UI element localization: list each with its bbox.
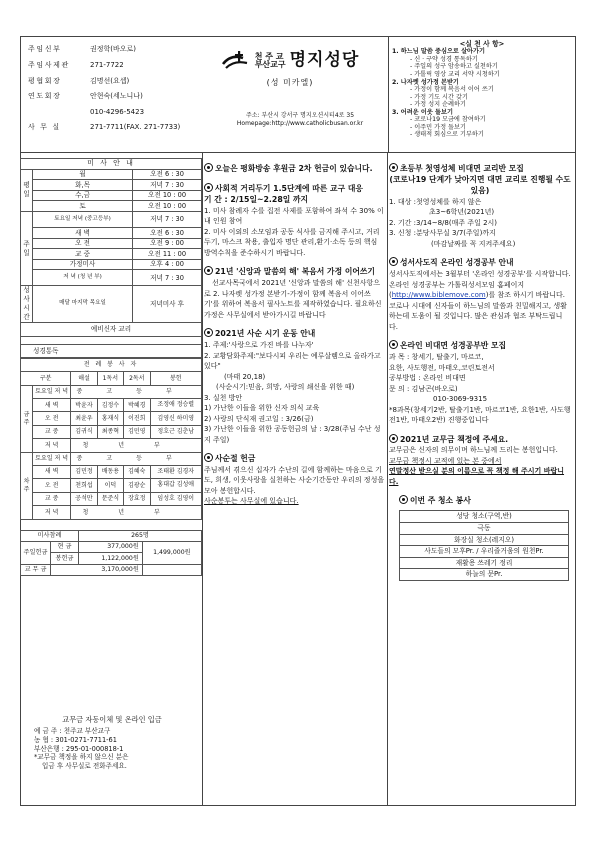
notice-church-dues: 2021년 교무금 책정에 주세요. 교무금은 신자의 의무이며 하느님께 드리는 봉헌입니다. 교무금 책정시 교적에 있는 본 중에서 연말정산 받으실 분의 이름으로 꼭 책정 해 주시기 바랍니다. bbox=[389, 434, 565, 486]
biblemove-link[interactable]: http://www.biblemove.com bbox=[391, 291, 486, 300]
right-column bbox=[389, 163, 571, 581]
target-bullet-icon bbox=[204, 266, 213, 275]
parish-patron: (성 미카엘) bbox=[266, 78, 314, 87]
confession-label: 성 사시간 bbox=[21, 286, 33, 323]
pledge-box bbox=[392, 40, 572, 139]
target-bullet-icon bbox=[389, 340, 398, 349]
finance-table: 미사참례 265명 주일헌금 현 금 377,000원 1,499,000원 봉헌금 1,122,000원 교 무 금 3,170,000원 bbox=[20, 530, 202, 577]
notice-bible-class: 온라인 비대면 성경공부반 모집 과 목 : 창세기, 탈출기, 마르코, 요한, 사도행전, 마태오,코린토전서 공부방법 : 온라인 비대면 문 의 : 김남곤(바오로) 010-3069-9315 *8과목(창세기2반, 탈출기1반, 마르코1반, 요한1반, 사도행전1반, 마태오2반) 진행중입니다 bbox=[389, 341, 571, 425]
notice-gospel-copy: 21년 '신앙과 말씀의 해' 복음서 가정 이어쓰기 선교사목국에서 2021년 '신앙과 말씀의 해' 신천사항으로 2. 나자렛 성가정 본받기-가정이 함께 복음서 이어쓰기'를 위하여 복음서 필사노트를 제작하였습니다. 필요하신 가정은 사무실에서 받아가시길 바랍니다 bbox=[204, 267, 382, 319]
rota-merged-row: 청년부 bbox=[71, 439, 202, 452]
parish-name: 명지성당 bbox=[289, 50, 360, 71]
pledge-item: - 생태적 회심으로 기부하기 bbox=[410, 131, 484, 139]
parish-address: 주소: 부산시 강서구 명지오션시티4로 35 Homepage:http://www.catholicbusan.or.kr bbox=[200, 112, 400, 128]
info-row: 010-4296-5423 bbox=[90, 107, 145, 116]
pledge-item: - 주일의 성구 암송하고 실천하기 bbox=[410, 63, 498, 71]
bank-title: 교무금 자동이체 및 온라인 입금 bbox=[62, 715, 162, 724]
pledge-head: 3. 어려운 이웃 돌보기 bbox=[392, 108, 453, 116]
target-bullet-icon bbox=[204, 183, 213, 192]
notice-lent-offering: 사순절 헌금 주님께서 겪으신 십자가 수난의 길에 함께하는 마음으로 기도, 희생, 이웃사랑을 실천하는 사순기간동안 우리의 정성을 모아 봉헌합시다. 사순봉투는 사무실에 있습니다. bbox=[204, 454, 385, 506]
table-row: 오 전 최윤우 홍재식 이진희 김영신 하미영 bbox=[21, 412, 202, 425]
catechism-label: 예비신자 교리 bbox=[21, 322, 202, 336]
target-bullet-icon bbox=[389, 434, 398, 443]
rota-merged-row: 청년부 bbox=[71, 506, 202, 519]
table-row: 오 전 천희섭 이덕 김광순 홍대갑 김성애 bbox=[21, 479, 202, 492]
bank-transfer-box: 교무금 자동이체 및 온라인 입금 예 금 주 : 천주교 부산교구 농 협 : 301-0271-7711-61 부산은행 : 295-01-000818-1 *교무금 책정을 하지 않으신 분은 입금 후 사무실로 전화주세요. bbox=[28, 715, 196, 771]
pledge-item: - 가정이 함께 복음서 이어 쓰기 bbox=[410, 86, 494, 94]
target-bullet-icon bbox=[204, 163, 213, 172]
table-row: 교 중 공석만 문준식 장효정 임성호 김영이 bbox=[21, 492, 202, 505]
pledge-item: - 가정 성지 순례하기 bbox=[410, 101, 466, 109]
target-bullet-icon bbox=[204, 453, 213, 462]
parish-info bbox=[28, 42, 198, 136]
cleaning-table: 성당 청소(구역,반) 극동 화장실 청소(레지오) 사도들의 모후Pr. / 우리즐거움의 원천Pr. 재활용 쓰레기 정리 하늘의 문Pr. bbox=[399, 510, 569, 581]
pledge-divider bbox=[388, 36, 389, 152]
target-bullet-icon bbox=[204, 328, 213, 337]
target-bullet-icon bbox=[389, 163, 398, 172]
info-row: 주임신부 권정학(바오로) bbox=[28, 45, 137, 54]
info-row: 평협회장 김명선(요셉) bbox=[28, 76, 130, 85]
notice-distancing: 사회적 거리두기 1.5단계에 따른 교구 대응 기 간 : 2/15일~2.28일 까지 1. 미사 참례자 수를 집전 사제를 포함하여 좌석 수 30% 이내 인원 참여 2. 미사 이외의 소모임과 공동 식사를 금지해 주시고, 거리두기, 마스크 착용, 출입자 명단 관리,환기·소독 등의 핵심 방역수칙을 준수하시기 바랍니다. bbox=[204, 183, 384, 257]
column-divider-right bbox=[387, 152, 388, 806]
mass-schedule-table: 미 사 안 내 평 일 월 오전 6 : 30 화,목 저녁 7 : 30 수,금 오전 10 : 00 토 오전 10 : 00 주 일 토요일 저녁 (중고등부) 저녁 7 : 30 새 벽 오전 6 : 30 오 전 오전 9 : 00 교 중 오전 11 : 00 가정미사 오후 4 : 00 저 녁 (청 년 부) 저녁 7 : 30 성 사시간 매달 마지막 목요일 저녁미사 후 예비신자 교리 성경통독 bbox=[20, 158, 202, 358]
middle-column bbox=[204, 163, 386, 507]
left-column bbox=[20, 158, 202, 576]
this-week-label: 금 주 bbox=[21, 385, 33, 452]
pledge-head: 2. 나자렛 성가정 본받기 bbox=[392, 78, 459, 86]
notice-lent-campaign: 2021년 사순 시기 운동 안내 1. 주제:'사랑으로 가진 바를 나누자' 2. 교황담화주제:"보다시피 우리는 예루살렘으로 올라가고 있다" (마태 20,18) (사순시기:믿음, 희망, 사랑의 쇄신을 위한 때) 3. 실천 방안 1) 가난한 이들을 위한 신자 의식 교육 2) 사랑의 단식재 권고일 : 3/26(금) 3) 가난한 이들을 위한 공동헌금의 날 : 3/28(주님 수난 성지 주일) bbox=[204, 329, 381, 444]
notice-online-bible: 성서사도직 온라인 성경공부 안내 성서사도직에서는 3월부터 '온라인 성경공부'를 시작합니다. 온라인 성경공부는 가톨릭성서모임 홈페이지(http://www.biblemove.com)를 참조 하시기 바랍니다. 코로나 시대에 신자들이 하느님의 말씀과 친밀해지고, 생활하는데 도움이 될 것입니다. 많은 관심과 협조 부탁드립니다. bbox=[389, 258, 571, 331]
liturgy-rota-table: 전 례 봉 사 자 구분 해설 1독서 2독서 봉헌 금 주 토요일 저 녁 중고등부 새 벽 박윤자 김정수 박혜경 조정애 정승렬 오 전 최윤우 홍재식 이진희 김영신 하미영 교 중 김귀식 최종혁 김민영 정호근 김춘남 저 녁 청년부 차 주 토요일 저 녁 중고등부 새 벽 김민정 배동용 김혜숙 조태환 김경자 오 전 천희섭 이덕 김광순 홍대갑 김성애 교 중 공석만 문준식 장효정 임성호 김영이 저 녁 청년부 bbox=[20, 358, 202, 520]
rota-merged-row: 중고등부 bbox=[71, 452, 202, 465]
pledge-item: - 신 · 구약 성경 통독하기 bbox=[410, 55, 478, 63]
homepage-link[interactable]: Homepage:http://www.catholicbusan.or.kr bbox=[236, 120, 364, 128]
rota-merged-row: 중고등부 bbox=[71, 385, 202, 398]
weekday-label: 평 일 bbox=[21, 169, 33, 211]
mass-title: 미 사 안 내 bbox=[21, 159, 202, 170]
pledge-item: - 이주민 가정 돌보기 bbox=[410, 123, 466, 131]
info-row: 주임사제관 271-7722 bbox=[28, 61, 124, 70]
target-bullet-icon bbox=[389, 257, 398, 266]
notice-first-communion: 초등부 첫영성체 비대면 교리반 모집 (코로나19 단계가 낮아지면 대면 교리로 진행될 수도 있음) 1. 대상 :첫영성체를 하지 않은 초3~6학년(2021년) 2. 기간 :3/14~8/8(매주 주일 2시) 3. 신청 :분당사무실 3/7(주일)까지 (마감날짜를 꼭 지켜주세요) bbox=[389, 164, 571, 248]
table-row: 교 중 김귀식 최종혁 김민영 정호근 김춘남 bbox=[21, 425, 202, 438]
info-row: 연도회장 안현숙(세노니나) bbox=[28, 92, 143, 101]
sunday-label: 주 일 bbox=[21, 211, 33, 285]
table-row: 새 벽 김민정 배동용 김혜숙 조태환 김경자 bbox=[21, 466, 202, 479]
column-divider-left bbox=[202, 152, 203, 806]
notice-cleaning: 이번 주 청소 봉사 성당 청소(구역,반) 극동 화장실 청소(레지오) 사도들의 모후Pr. / 우리즐거움의 원천Pr. 재활용 쓰레기 정리 하늘의 문Pr. bbox=[389, 495, 571, 580]
rota-title: 전 례 봉 사 자 bbox=[21, 358, 202, 371]
pledge-title: <실 천 사 항> bbox=[459, 40, 505, 48]
logo-line bbox=[200, 50, 380, 72]
pledge-item: - 가톨릭 영상 교리 서약 시청하기 bbox=[410, 70, 500, 78]
next-week-label: 차 주 bbox=[21, 452, 33, 519]
table-row: 새 벽 박윤자 김정수 박혜경 조정애 정승렬 bbox=[21, 399, 202, 412]
pledge-item: - 코로나19 모금에 참여하기 bbox=[410, 116, 486, 124]
notice-broadcast: 오늘은 평화방송 후원금 2차 헌금이 있습니다. bbox=[204, 163, 386, 175]
info-row: 사 무 실 271-7711(FAX. 271-7733) bbox=[28, 123, 181, 132]
header-divider bbox=[20, 152, 576, 153]
pledge-head: 1. 하느님 말씀 중심으로 살아가기 bbox=[392, 48, 485, 56]
parish-logo-block bbox=[200, 50, 380, 88]
bible-reading-label: 성경통독 bbox=[21, 344, 202, 357]
target-bullet-icon bbox=[399, 495, 408, 504]
pledge-item: - 가정 기도 시간 갖기 bbox=[410, 93, 468, 101]
cross-wave-logo-icon bbox=[221, 50, 251, 72]
logo-diocese: 천 주 교 부산교구 bbox=[254, 51, 286, 69]
